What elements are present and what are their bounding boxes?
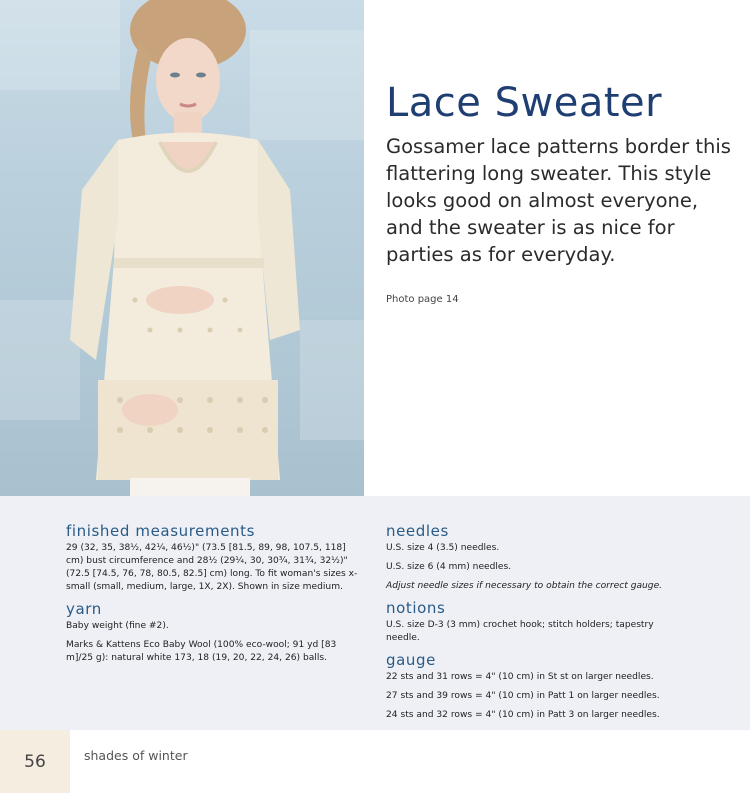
yarn-section (66, 600, 366, 665)
pattern-specs-panel (0, 496, 750, 730)
model-illustration (0, 0, 364, 496)
gauge-section (386, 651, 686, 722)
gauge-line-1: 22 sts and 31 rows = 4" (10 cm) in St st on larger needles. (386, 672, 654, 682)
yarn-heading: yarn (66, 600, 102, 618)
article-title: Lace Sweater (386, 80, 663, 126)
running-title: shades of winter (84, 748, 188, 763)
needles-section (386, 522, 686, 593)
needles-heading: needles (386, 522, 449, 540)
photo-page-reference: Photo page 14 (386, 294, 459, 305)
gauge-heading: gauge (386, 651, 436, 669)
specs-right-column (386, 522, 686, 728)
page-footer (0, 730, 750, 793)
needles-gauge-note: Adjust needle sizes if necessary to obtain the correct gauge. (386, 581, 663, 591)
article-intro: Gossamer lace patterns border this flattering long sweater. This style looks good on almost everyone, and the sweater is as nice for parties as for everyday. (386, 135, 731, 266)
notions-section (386, 599, 686, 645)
gauge-line-3: 24 sts and 32 rows = 4" (10 cm) in Patt 3 on larger needles. (386, 710, 660, 720)
yarn-brand-text: Marks & Kattens Eco Baby Wool (100% eco-wool; 91 yd [83 m]/25 g): natural white 173, 18 (19, 20, 22, 24, 26) balls. (66, 640, 337, 663)
notions-heading: notions (386, 599, 446, 617)
notions-text: U.S. size D-3 (3 mm) crochet hook; stitch holders; tapestry needle. (386, 620, 654, 643)
finished-measurements-text: 29 (32, 35, 38½, 42¼, 46½)" (73.5 [81.5, 89, 98, 107.5, 118] cm) bust circumference and 28½ (29¼, 30, 30¾, 31¾, 32½)" (72.5 [74.5, 76, 78, 80.5, 82.5] cm) long. To fit woman's sizes x-small (small, medium, large, 1X, 2X). Shown in size medium. (66, 543, 358, 592)
finished-measurements-heading: finished measurements (66, 522, 256, 540)
model-photo (0, 0, 364, 496)
needles-line-1: U.S. size 4 (3.5) needles. (386, 543, 500, 553)
gauge-line-2: 27 sts and 39 rows = 4" (10 cm) in Patt 1 on larger needles. (386, 691, 660, 701)
yarn-weight-text: Baby weight (fine #2). (66, 621, 169, 631)
needles-line-2: U.S. size 6 (4 mm) needles. (386, 562, 512, 572)
finished-measurements-section (66, 522, 366, 594)
page-number: 56 (0, 730, 70, 793)
specs-left-column (66, 522, 366, 671)
